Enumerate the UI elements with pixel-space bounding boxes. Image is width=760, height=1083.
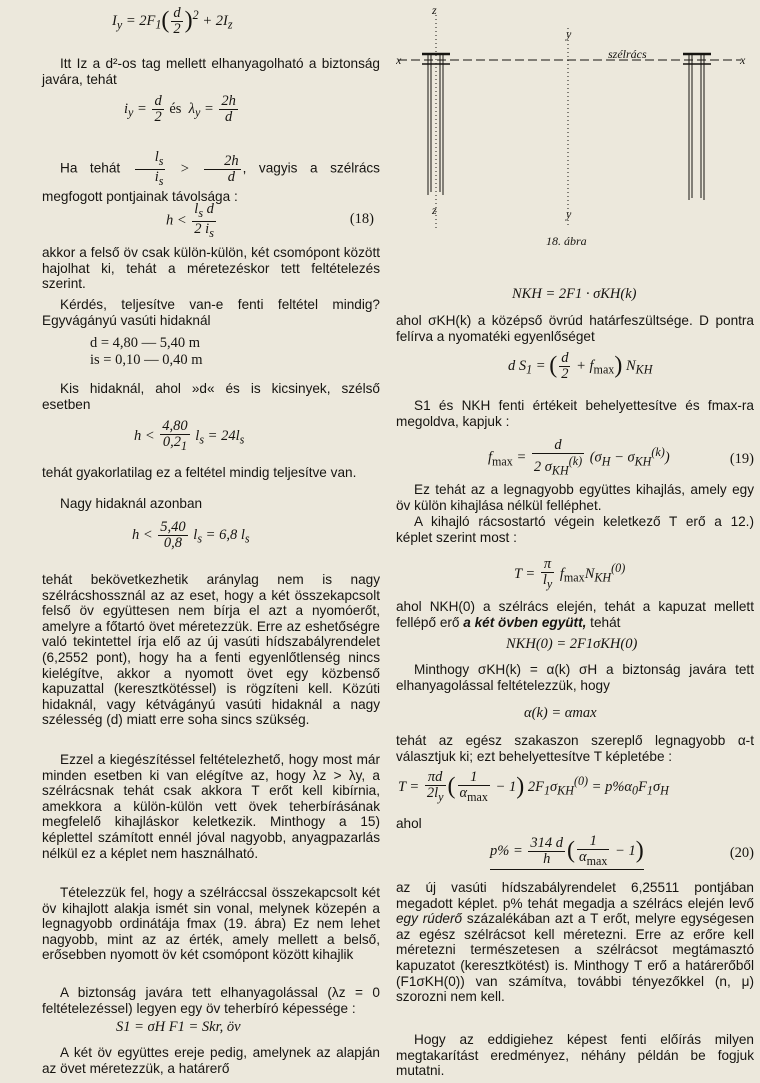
text-hogy-az: Hogy az eddigiehez képest fenti előírás milyen megtakarítást eredményez, néhány példán be fogjuk mutatni. bbox=[396, 1032, 754, 1079]
equation-t-expanded: T = $\frac{\pi d}{2l_y}$ ( $\frac{1}{\alpha_{max}}$ − 1) $2F_1\sigma_{KH}^{(0)} = p\%\alpha_0F_1\sigma_H$ bbox=[398, 769, 669, 804]
equation-t: T = $\frac{\pi}{l_y}$ $f_{max}N_{KH}^{(0)}$ bbox=[514, 556, 626, 591]
paragraph-ahol bbox=[396, 816, 754, 832]
text-tehat-2: tehát bbox=[586, 614, 621, 630]
paragraph-tetelezzuk bbox=[42, 885, 380, 963]
text-ez-tehat: Ez tehát az a legnagyobb együttes kihajlás, amely egy öv külön kihajlása nélkül felléphet. bbox=[396, 482, 754, 513]
label-x-right: x bbox=[740, 53, 746, 67]
paragraph-kihajlo bbox=[396, 514, 754, 545]
text-egesz-szakasz: tehát az egész szakaszon szereplő legnagyobb α-t választjuk ki; ezt behelyettesítve T képletébe : bbox=[396, 733, 754, 764]
paragraph-ahol-kozepso bbox=[396, 313, 754, 344]
right-chord bbox=[683, 54, 711, 200]
equation-large-bridges: h < $\frac{5,40}{0,8}$ $l_s = 6,8$ $l_s$ bbox=[132, 519, 250, 551]
figure-18 bbox=[396, 0, 754, 260]
paragraph-uj-vasuti bbox=[396, 880, 754, 1005]
paragraph-tehat-gyak bbox=[42, 465, 380, 481]
paragraph-akkor bbox=[42, 245, 380, 292]
text-szazalekaban: százalékában azt a T erőt, melyre egységesen az egész szélrácsot kell méretezni. Erre az erőre kell méretezni természetesen a szélrácsot megtámasztó kapuzatot (keresztkötést) is. Minthogy T erő a határerőből (F1σKH(0)) van számítva, további tényezőkkel (n, μ) szorozni nem kell. bbox=[396, 911, 754, 1005]
text-egy-ruderto: egy rúderő bbox=[396, 911, 463, 927]
value-list bbox=[90, 335, 203, 369]
equation-s1: S1 = σH F1 = Skr, öv bbox=[116, 1019, 241, 1035]
text-bekovetkezhetik: tehát bekövetkezhetik aránylag nem is nagy szélrácshossznál az az eset, hogy a két összekapcsolt felső öv együttesen nem bírja el azt a nyomóerőt, amelyre a főtartó övet méretezzük. Erre az eshetőségre való tekintettel írja elő az új vasúti hídszabályrendelet (6,2552 pont), hogy ha a fenti egyenlőtlenség nincs kielégítve, akkor a nyomott övet egy közbenső kapuzattal (keresztkötéssel) is rögzíteni kell. Közúti hidaknál, vagy kétvágányú vasúti hidaknál a nagy szélesség (d) miatt erre soha sincs szükség. bbox=[42, 572, 380, 728]
paragraph-itt bbox=[42, 56, 380, 87]
text-kihajlo: A kihajló rácsostartó végein keletkező T erő a 12.) képlet szerint most : bbox=[396, 514, 754, 545]
text-kerdes: Kérdés, teljesítve van-e fenti feltétel mindig? Egyvágányú vasúti hidaknál bbox=[42, 297, 380, 328]
label-y-top: y bbox=[566, 27, 572, 41]
figure-caption: 18. ábra bbox=[546, 234, 587, 248]
equation-19: $f_{max}$ = $\frac{d}{2 \sigma_{KH}^{(k)}}$ $(\sigma_H - \sigma_{KH}^{(k)})$ bbox=[488, 437, 670, 478]
equation-ds1: d $S_1$ = ( $\frac{d}{2}$ + $f_{max}$) $N_{KH}$ bbox=[508, 350, 653, 382]
paragraph-bekovetkezhetik bbox=[42, 572, 380, 728]
value-is: is = 0,10 — 0,40 m bbox=[90, 352, 203, 368]
equation-20-label: (20) bbox=[729, 845, 754, 861]
label-z-top: z bbox=[432, 3, 437, 17]
equation-nkh: NKH = 2F1 · σKH(k) bbox=[512, 286, 637, 302]
text-ahol-kozepso: ahol σKH(k) a középső övrúd határfeszültsége. D pontra felírva a nyomatéki egyenlőséget bbox=[396, 313, 754, 344]
paragraph-szelracs-elejen bbox=[396, 599, 754, 630]
paragraph-biztonsag bbox=[42, 985, 380, 1016]
text-s1-nkh: S1 és NKH fenti értékeit behelyettesítve és fmax-ra megoldva, kapjuk : bbox=[396, 398, 754, 429]
paragraph-ket-ov bbox=[42, 1045, 380, 1076]
paragraph-kis-hidak bbox=[42, 381, 380, 412]
label-z-bottom: z bbox=[432, 203, 437, 217]
paragraph-ha-tehat bbox=[42, 150, 380, 204]
text-vagyis: , vagyis a szélrács megfogott pontjainak távolsága : bbox=[42, 160, 380, 204]
text-uj-vasuti: az új vasúti hídszabályrendelet 6,25511 pontjában megadott képlet. p% tehát megadja a szélrács elején levő bbox=[396, 880, 754, 911]
text-nagy-hidak: Nagy hidaknál azonban bbox=[60, 496, 203, 511]
paragraph-s1-nkh bbox=[396, 398, 754, 429]
paragraph-kerdes bbox=[42, 297, 380, 328]
equation-small-bridges: h < $\frac{4,80}{0,2_1}$ $l_s = 24l_s$ bbox=[134, 418, 245, 453]
text-itt: Itt Iz a d²-os tag mellett elhanyagolható a biztonság javára, tehát bbox=[42, 56, 380, 87]
text-kis-hidak: Kis hidaknál, ahol »d« és is kicsinyek, szélső esetben bbox=[42, 381, 380, 412]
text-tetelezzuk: Tételezzük fel, hogy a szélráccsal összekapcsolt két öv kihajlott alakja ismét sin vonal, melynek közepén a legnagyobb ordinátája fmax (19. ábra) Ez nem lehet nagyobb, mint az az érték, amely mellett a belső, erősebben nyomott öv két csomópont között kihajlik bbox=[42, 885, 380, 963]
label-y-bottom: y bbox=[566, 207, 572, 221]
text-ahol: ahol bbox=[396, 816, 422, 831]
paragraph-hogy-az bbox=[396, 1032, 754, 1079]
paragraph-ezzel bbox=[42, 752, 380, 861]
value-d: d = 4,80 — 5,40 m bbox=[90, 335, 201, 351]
equation-iy: $I_y = 2F_1$( $\frac{d}{2}$ )$^2 + 2I_z$ bbox=[112, 5, 233, 37]
label-szelracs: szélrács bbox=[608, 47, 647, 61]
paragraph-ez-tehat bbox=[396, 482, 754, 513]
equation-18-label: (18) bbox=[349, 211, 374, 227]
text-akkor: akkor a felső öv csak külön-külön, két csomópont között hajolhat ki, tehát a méretezéskor tett feltételezés szerint. bbox=[42, 245, 380, 292]
text-tehat-gyak: tehát gyakorlatilag ez a feltétel mindig teljesítve van. bbox=[42, 465, 357, 480]
text-minthogy: Minthogy σKH(k) = α(k) σH a biztonság javára tett elhanyagolással feltételezzük, hogy bbox=[396, 662, 754, 693]
text-biztonsag: A biztonság javára tett elhanyagolással (λz = 0 feltételezéssel) legyen egy öv teherbíró képessége : bbox=[42, 985, 380, 1016]
equation-20: p% = $\frac{314 d}{h}$ ( $\frac{1}{\alpha_{max}}$ − 1) bbox=[490, 833, 644, 868]
equation-19-label: (19) bbox=[729, 451, 754, 467]
text-ket-ov: A két öv együttes ereje pedig, amelynek az alapján az övet méretezzük, a határerő bbox=[42, 1045, 380, 1076]
label-x-left: x bbox=[396, 53, 402, 67]
equation-nkh0: NKH(0) = 2F1σKH(0) bbox=[506, 636, 638, 652]
paragraph-minthogy bbox=[396, 662, 754, 693]
text-ket-ovben: a két övben együtt, bbox=[463, 614, 587, 630]
equation-18: h < $\frac{l_s d}{2 i_s}$ bbox=[166, 201, 214, 240]
paragraph-egesz-szakasz bbox=[396, 733, 754, 764]
equation-iy-lambda: $i_y$ = $\frac{d}{2}$ és $\lambda_y$ = $\frac{2h}{d}$ bbox=[124, 93, 236, 125]
paragraph-nagy-hidak bbox=[42, 496, 380, 512]
inline-inequality: $\frac{l_s}{i_s}$ > $\frac{2h}{d}$ bbox=[133, 161, 243, 177]
text-szelracs-elejen: ahol NKH(0) a szélrács elején, tehát a kapuzat mellett fellépő erő bbox=[396, 599, 754, 630]
text-ezzel: Ezzel a kiegészítéssel feltételezhető, hogy most már minden esetben ki van elégítve az, hogy λz > λy, a szélrácsnak tehát csak akkora T erőt kell kibírnia, amekkora a külön-külön vett övek teherbírásának megfelelő kihajláskor keletkezik. Minthogy a 15) képlettel számított ennél jóval nagyobb, anyagpazarlás nélkül ez a képlet nem használható. bbox=[42, 752, 380, 861]
figure-18-drawing bbox=[396, 0, 754, 260]
equation-alpha: α(k) = αmax bbox=[524, 705, 597, 721]
text-ha-tehat: Ha tehát bbox=[60, 160, 121, 176]
